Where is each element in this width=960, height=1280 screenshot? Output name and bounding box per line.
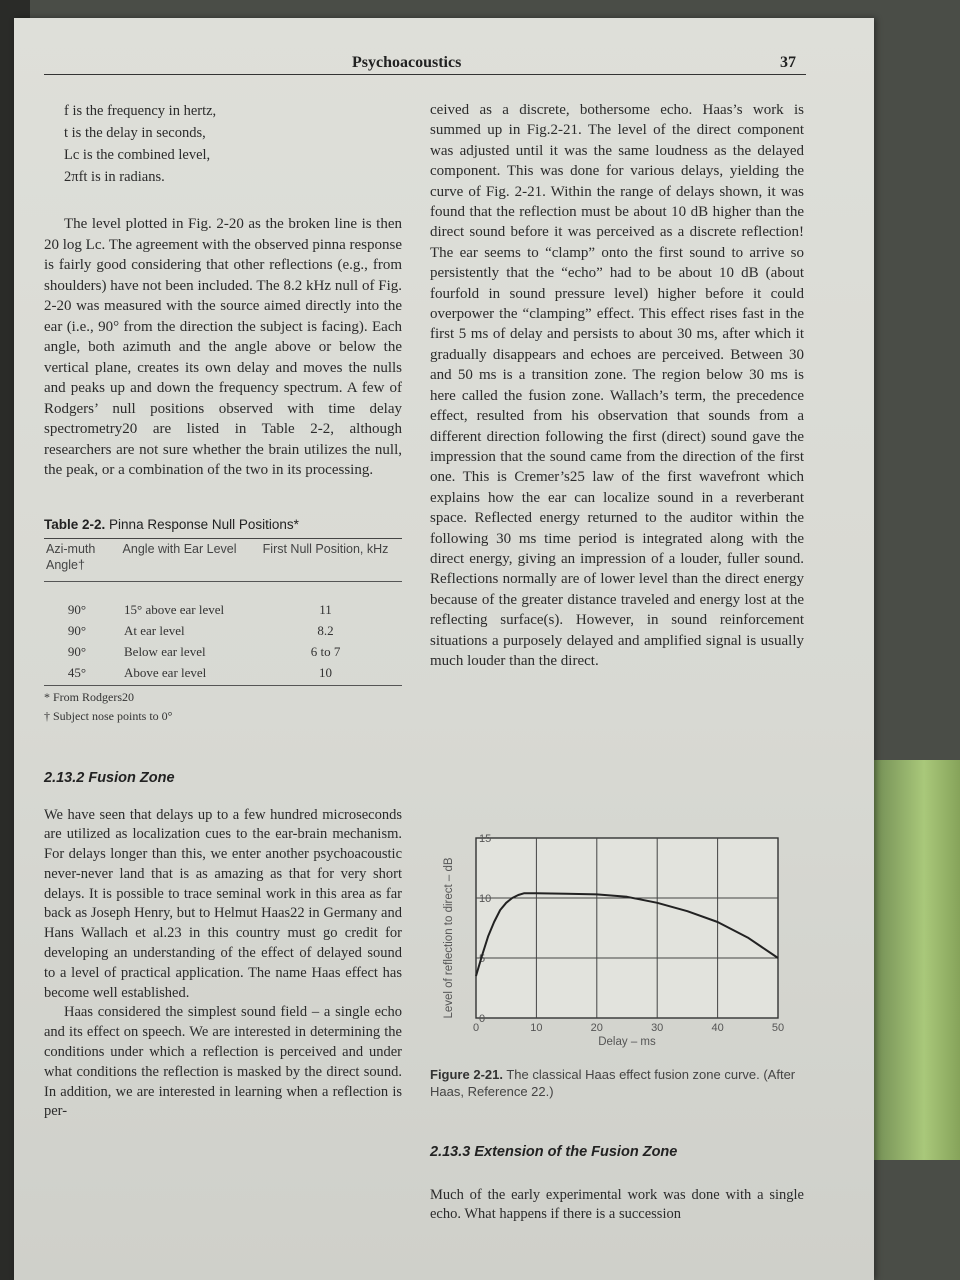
table-row: [44, 662, 402, 686]
figure-caption: [430, 1066, 800, 1100]
definition-item: Lc is the combined level,: [64, 147, 211, 163]
definition-item: 2πft is in radians.: [64, 169, 165, 185]
table-cell-azimuth: 90°: [67, 601, 87, 617]
table-footnote: † Subject nose points to 0°: [44, 708, 173, 723]
table-row: [44, 581, 402, 620]
definition-item: f is the frequency in hertz,: [64, 103, 217, 119]
table-cell-azimuth: 90°: [67, 622, 87, 638]
left-column: [44, 100, 402, 1122]
paragraph-extension-1: Much of the early experimental work was done with a single echo. What happens if there is a succession: [430, 1187, 804, 1222]
y-tick-label: 10: [479, 893, 492, 905]
figure-caption-text: The classical Haas effect fusion zone curve. (After Haas, Reference 22.): [430, 1067, 796, 1099]
table-header-null: First Null Position, kHz: [249, 538, 402, 581]
definition-list: [64, 100, 402, 188]
y-tick-label: 15: [479, 833, 492, 845]
table-cell-azimuth: 45°: [44, 662, 110, 686]
table-footnote: * From Rodgers20: [44, 689, 134, 704]
x-tick-label: 10: [530, 1022, 543, 1034]
y-axis-label: Level of reflection to direct – dB: [443, 857, 455, 1019]
figure-caption-label: Figure 2-21.: [430, 1067, 503, 1082]
right-column: [430, 100, 804, 671]
y-tick-label: 0: [479, 1013, 486, 1025]
table-cell-null: 10: [249, 662, 402, 686]
haas-effect-chart: [430, 828, 804, 1060]
table-cell-angle: Below ear level: [124, 643, 206, 659]
table-cell-azimuth: 90°: [67, 643, 87, 659]
paragraph-level-plotted: The level plotted in Fig. 2-20 as the broken line is then 20 log Lc. The agreement with the observed pinna response is fairly good considering that other reflections (e.g., from shoulders) have not been included. The 8.2 kHz null of Fig. 2-20 was measured with the source aimed directly into the ear (i.e., 90° from the direction the subject is facing). Each angle, both azimuth and the angle above or below the vertical plane, creates its own delay and moves the nulls and peaks up and down the frequency spectrum. A few of Rodgers’ null positions observed with time delay spectrometry20 are listed in Table 2-2, although researchers are not sure whether the brain utilizes the null, the peak, or a combination of the two in its processing.: [44, 216, 402, 478]
table-cell-angle: 15° above ear level: [124, 601, 225, 617]
section-heading-extension: 2.13.3 Extension of the Fusion Zone: [430, 1144, 678, 1160]
plot-area: [476, 838, 778, 1018]
y-tick-label: 5: [479, 953, 486, 965]
paragraph-fusion-zone-2: Haas considered the simplest sound field – a single echo and its effect on speech. We are interested in determining the conditions under which a reflection is perceived and under what conditions the reflection is masked by the direct sound. In addition, we are interested in learning when a reflection is per-: [44, 1004, 402, 1120]
table-cell-null: 6 to 7: [310, 643, 341, 659]
background-right: [870, 760, 960, 1160]
table-cell-null: 11: [319, 601, 332, 617]
table-footnotes: [44, 688, 402, 726]
x-tick-label: 50: [771, 1022, 785, 1034]
x-tick-label: 20: [590, 1022, 603, 1034]
table-caption-label: Table 2-2.: [44, 516, 106, 532]
paragraph-fusion-zone-1: We have seen that delays up to a few hundred microseconds are utilized as localization cues to the ear-brain mechanism. For delays longer than this, we enter another psychoacoustic never-never land that is as amazing as that for very short delays. It is possible to trace seminal work in this area as far back as Joseph Henry, but to Helmut Haas22 in Germany and Hans Wallach et al.23 in this country must go credit for developing an understanding of the effect of delayed sound to a level of practical application. The name Haas effect has become well established.: [44, 806, 402, 1001]
x-axis-label: Delay – ms: [598, 1036, 656, 1048]
section-heading-fusion-zone: 2.13.2 Fusion Zone: [44, 769, 175, 786]
table-cell-angle: Above ear level: [110, 662, 249, 686]
table-cell-angle: At ear level: [124, 622, 185, 638]
table-header-angle: Angle with Ear Level: [110, 538, 249, 581]
pinna-null-table: [44, 538, 402, 686]
x-tick-label: 40: [711, 1022, 724, 1034]
page-number: 37: [780, 54, 796, 71]
x-tick-label: 0: [472, 1022, 480, 1034]
paragraph-haas-work: ceived as a discrete, bothersome echo. Haas’s work is summed up in Fig.2-21. The level of the direct component was adjusted until it was the same loudness as the delayed component. This was done for various delays, yielding the curve of Fig. 2-21. Within the range of delays shown, it was found that the reflection must be about 10 dB higher than the direct sound before it was perceived as a discrete reflection! The ear seems to “clamp” onto the first sound to arrive so persistently that the “echo” had to be about 10 dB (about fourfold in sound pressure level) higher before it could overpower the “clamping” effect. This effect rises fast in the first 5 ms of delay and persists to about 30 ms, after which it gradually disappears and echoes are perceived. Between 30 and 50 ms is a transition zone. The region below 30 ms is here called the fusion zone. Wallach’s term, the precedence effect, resulted from his observation that sounds from a different direction following the first (direct) sound gave the impression that the sound came from the direction of the first one. This is Cremer’s25 law of the first wavefront which explains how the ear can localize sound in a reverberant space. Reflected energy returned to the auditor within the following 30 ms time period is integrated along with the direct energy, giving an impression of a louder, fuller sound. Reflections normally are of lower level than the direct energy because of the greater distance traveled and energy lost at the reflecting surface(s). However, in sound reinforcement situations a purposely delayed and amplified signal is usually much louder than the direct.: [430, 102, 804, 669]
table-header-azimuth: Azi-muth Angle†: [44, 538, 110, 581]
table-row: [44, 620, 402, 641]
table-cell-null: 8.2: [317, 622, 334, 638]
table-caption: [44, 517, 402, 532]
figure-2-21: [430, 828, 804, 1068]
table-block: [44, 517, 402, 726]
x-tick-label: 30: [651, 1022, 664, 1034]
running-head: Psychoacoustics: [352, 54, 462, 71]
table-row: [44, 641, 402, 662]
header-rule: [44, 74, 806, 75]
definition-item: t is the delay in seconds,: [64, 125, 206, 141]
section-extension: [430, 1144, 804, 1224]
table-caption-text: Pinna Response Null Positions*: [109, 516, 299, 532]
